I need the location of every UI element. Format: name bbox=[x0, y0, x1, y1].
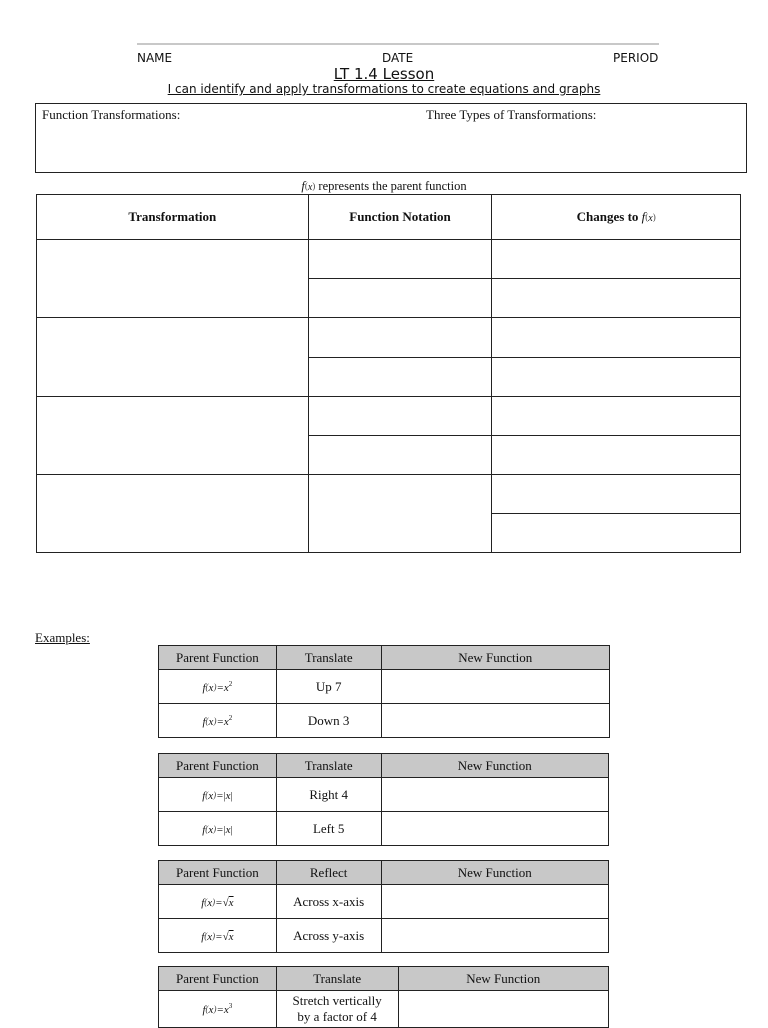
date-label: DATE bbox=[382, 51, 414, 65]
new-function-header: New Function bbox=[381, 646, 609, 670]
example-row bbox=[159, 919, 609, 953]
changes-cell[interactable] bbox=[492, 357, 741, 397]
transformations-table bbox=[36, 194, 741, 553]
example-row bbox=[159, 778, 609, 812]
transformation-cell[interactable] bbox=[37, 240, 309, 318]
changes-cell[interactable] bbox=[492, 475, 741, 514]
notation-cell[interactable] bbox=[308, 240, 492, 279]
example-row bbox=[159, 670, 610, 704]
notation-cell[interactable] bbox=[308, 475, 492, 553]
lesson-title: LT 1.4 Lesson bbox=[333, 65, 435, 83]
example-header-row bbox=[159, 861, 609, 885]
table-row bbox=[37, 397, 741, 436]
example-row bbox=[159, 885, 609, 919]
function-notation-header: Function Notation bbox=[308, 195, 492, 240]
parent-function-cell: $f(x)=x^2$ bbox=[159, 670, 277, 704]
notation-cell[interactable] bbox=[308, 357, 492, 397]
changes-cell[interactable] bbox=[492, 397, 741, 436]
three-types-label: Three Types of Transformations: bbox=[426, 107, 597, 122]
x-symbol: x bbox=[648, 213, 653, 224]
name-label: NAME bbox=[137, 51, 173, 65]
example-row bbox=[159, 704, 610, 738]
parent-function-cell: f(x)=|x| bbox=[159, 778, 277, 812]
parent-function-header: Parent Function bbox=[159, 754, 277, 778]
x-symbol: x bbox=[307, 182, 313, 193]
parent-function-cell: $f(x)=x^2$ bbox=[159, 704, 277, 738]
operation-cell: Stretch vertically by a factor of 4 bbox=[276, 991, 398, 1028]
table-row bbox=[37, 240, 741, 279]
operation-header: Translate bbox=[276, 967, 398, 991]
changes-cell[interactable] bbox=[492, 436, 741, 475]
new-function-cell[interactable] bbox=[381, 919, 608, 953]
lesson-subtitle: I can identify and apply transformations to create equations and graphs bbox=[167, 82, 601, 96]
fx-symbol: f bbox=[301, 179, 305, 193]
parent-function-header: Parent Function bbox=[159, 861, 277, 885]
changes-header: Changes to f(x) bbox=[492, 195, 741, 240]
new-function-cell[interactable] bbox=[398, 991, 608, 1028]
new-function-header: New Function bbox=[398, 967, 608, 991]
example-header-row bbox=[159, 967, 609, 991]
new-function-cell[interactable] bbox=[381, 812, 608, 846]
example-table-2 bbox=[158, 753, 609, 846]
new-function-cell[interactable] bbox=[381, 704, 609, 738]
operation-cell: Right 4 bbox=[276, 778, 381, 812]
parent-note-text: represents the parent function bbox=[318, 179, 467, 193]
operation-cell: Across x-axis bbox=[276, 885, 381, 919]
fx-symbol: f bbox=[641, 209, 646, 224]
parent-function-cell: f(x)=|x| bbox=[159, 812, 277, 846]
parent-function-header: Parent Function bbox=[159, 646, 277, 670]
example-table-4 bbox=[158, 966, 609, 1028]
operation-header: Reflect bbox=[276, 861, 381, 885]
operation-cell: Left 5 bbox=[276, 812, 381, 846]
function-transformations-label: Function Transformations: bbox=[42, 107, 181, 122]
operation-header: Translate bbox=[276, 754, 381, 778]
parent-function-cell: f(x)=√x bbox=[159, 885, 277, 919]
example-row bbox=[159, 991, 609, 1028]
notation-cell[interactable] bbox=[308, 318, 492, 358]
table-row bbox=[37, 475, 741, 514]
example-table-3 bbox=[158, 860, 609, 953]
example-row bbox=[159, 812, 609, 846]
examples-label: Examples: bbox=[35, 630, 90, 645]
operation-cell: Across y-axis bbox=[276, 919, 381, 953]
changes-cell[interactable] bbox=[492, 318, 741, 358]
example-table-1 bbox=[158, 645, 610, 738]
notation-cell[interactable] bbox=[308, 436, 492, 475]
changes-cell[interactable] bbox=[492, 279, 741, 318]
parent-function-cell: $f(x)=x^3$ bbox=[159, 991, 277, 1028]
parent-function-header: Parent Function bbox=[159, 967, 277, 991]
transformation-header: Transformation bbox=[37, 195, 309, 240]
operation-header: Translate bbox=[276, 646, 381, 670]
example-header-row bbox=[159, 646, 610, 670]
transformation-cell[interactable] bbox=[37, 475, 309, 553]
new-function-header: New Function bbox=[381, 861, 608, 885]
notation-cell[interactable] bbox=[308, 279, 492, 318]
parent-function-cell: f(x)=√x bbox=[159, 919, 277, 953]
notation-cell[interactable] bbox=[308, 397, 492, 436]
operation-cell: Up 7 bbox=[276, 670, 381, 704]
table-header-row bbox=[37, 195, 741, 240]
operation-cell: Down 3 bbox=[276, 704, 381, 738]
changes-cell[interactable] bbox=[492, 514, 741, 553]
transformation-cell[interactable] bbox=[37, 397, 309, 475]
new-function-cell[interactable] bbox=[381, 670, 609, 704]
top-rule bbox=[137, 43, 659, 45]
example-header-row bbox=[159, 754, 609, 778]
changes-cell[interactable] bbox=[492, 240, 741, 279]
new-function-header: New Function bbox=[381, 754, 608, 778]
new-function-cell[interactable] bbox=[381, 885, 608, 919]
table-row bbox=[37, 318, 741, 358]
new-function-cell[interactable] bbox=[381, 778, 608, 812]
transformation-cell[interactable] bbox=[37, 318, 309, 397]
period-label: PERIOD bbox=[613, 51, 659, 65]
parent-function-note: f(x) represents the parent function bbox=[301, 179, 467, 193]
changes-header-text: Changes to bbox=[576, 209, 639, 224]
